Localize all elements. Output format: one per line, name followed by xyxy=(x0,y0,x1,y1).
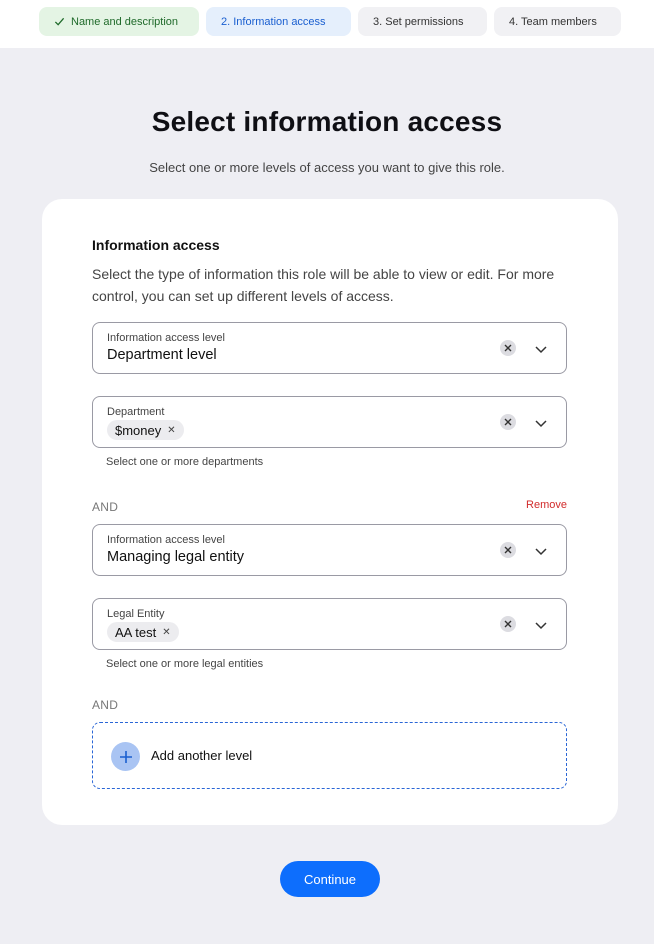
chip-label: $money xyxy=(115,422,162,438)
chip-remove-icon[interactable]: ✕ xyxy=(162,626,171,638)
and-separator: AND xyxy=(92,500,119,514)
clear-icon[interactable] xyxy=(500,616,516,632)
helper-text: Select one or more departments xyxy=(106,456,264,468)
access-card xyxy=(42,199,618,825)
field-label: Department xyxy=(107,406,165,418)
legal-entity-select[interactable] xyxy=(92,598,567,650)
field-label: Information access level xyxy=(107,332,225,344)
page-title: Select information access xyxy=(151,106,503,137)
chevron-down-icon[interactable] xyxy=(534,342,548,356)
step-label: 2. Information access xyxy=(221,15,326,28)
helper-text: Select one or more legal entities xyxy=(106,658,264,670)
access-level-select-1[interactable] xyxy=(92,322,567,374)
chevron-down-icon[interactable] xyxy=(534,416,548,430)
access-level-select-2[interactable] xyxy=(92,524,567,576)
step-name-and-description[interactable] xyxy=(39,7,199,36)
chip-remove-icon[interactable]: ✕ xyxy=(167,424,176,436)
chevron-down-icon[interactable] xyxy=(534,618,548,632)
stepper xyxy=(39,7,621,36)
step-label: 4. Team members xyxy=(509,15,597,28)
remove-level-button[interactable]: Remove xyxy=(526,499,567,511)
selected-chip xyxy=(107,622,179,642)
check-icon xyxy=(54,16,65,27)
chevron-down-icon[interactable] xyxy=(534,544,548,558)
chip-label: AA test xyxy=(115,624,157,640)
step-label: Name and description xyxy=(71,15,179,28)
field-value: Department level xyxy=(107,347,217,363)
section-description: Select the type of information this role will be able to view or edit. For more control, you can set up different levels of access. xyxy=(92,266,555,304)
field-label: Legal Entity xyxy=(107,608,165,620)
selected-chip xyxy=(107,420,184,440)
page-subtitle: Select one or more levels of access you want to give this role. xyxy=(149,160,505,175)
step-label: 3. Set permissions xyxy=(373,15,464,28)
department-select[interactable] xyxy=(92,396,567,448)
clear-icon[interactable] xyxy=(500,542,516,558)
and-separator: AND xyxy=(92,698,119,712)
plus-icon xyxy=(111,742,140,771)
wizard-header xyxy=(0,0,654,48)
step-set-permissions[interactable] xyxy=(358,7,487,36)
field-value: Managing legal entity xyxy=(107,549,245,565)
clear-icon[interactable] xyxy=(500,340,516,356)
add-level-label: Add another level xyxy=(151,748,253,763)
field-label: Information access level xyxy=(107,534,225,546)
step-information-access[interactable] xyxy=(206,7,351,36)
continue-button[interactable]: Continue xyxy=(280,861,380,897)
clear-icon[interactable] xyxy=(500,414,516,430)
step-team-members[interactable] xyxy=(494,7,621,36)
add-level-button[interactable] xyxy=(92,722,567,789)
section-title: Information access xyxy=(92,237,220,253)
